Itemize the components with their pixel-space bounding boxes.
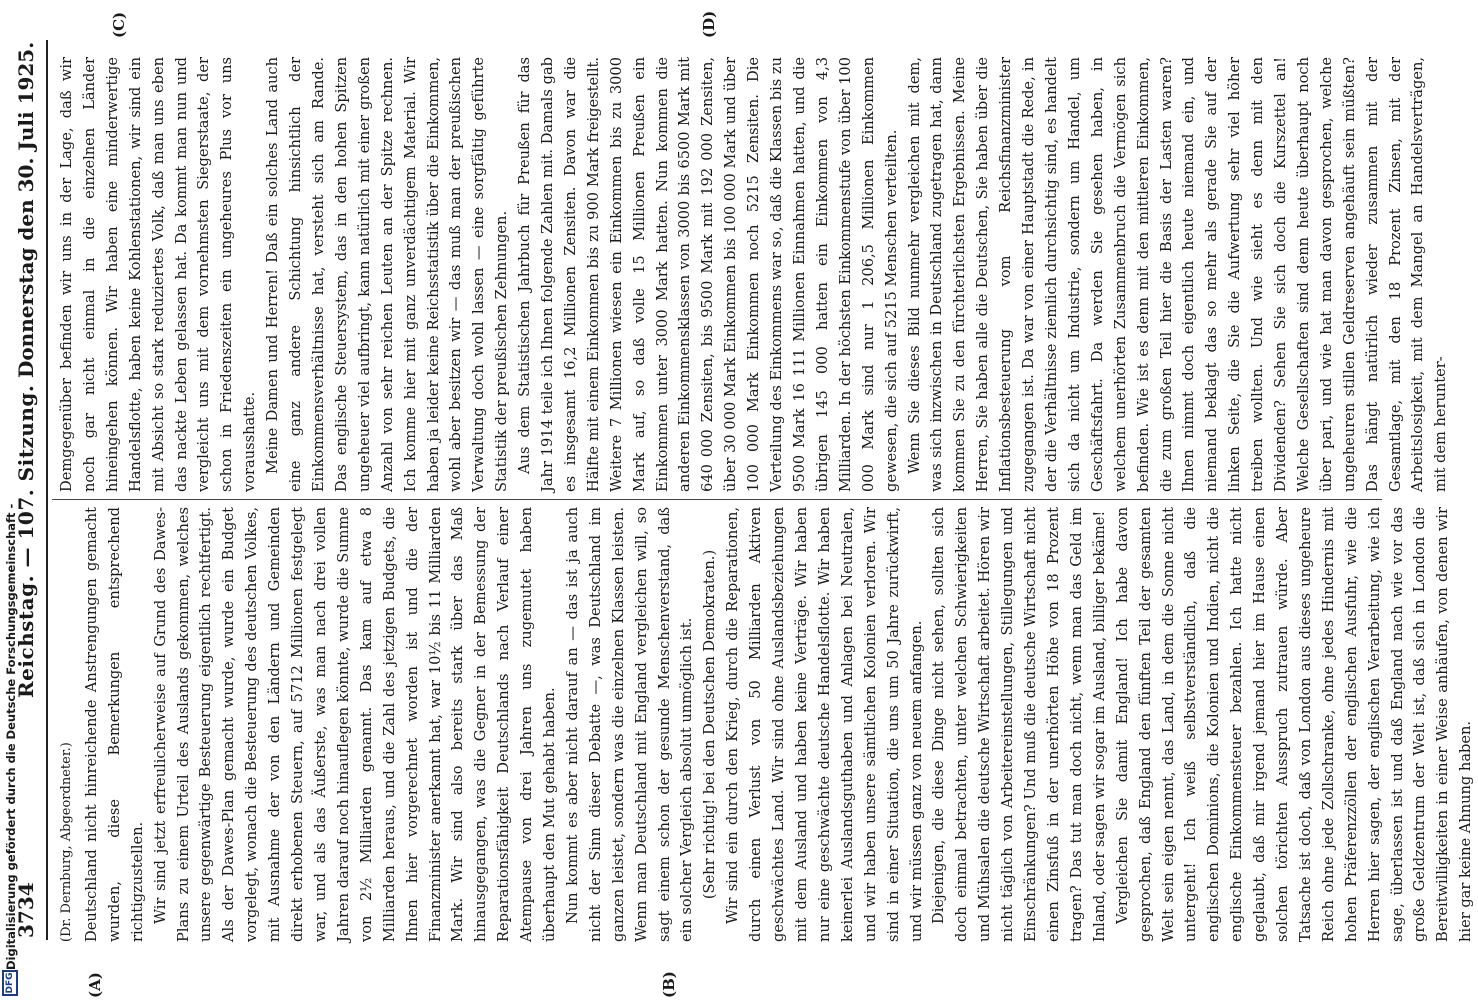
paragraph: Aus dem Statistischen Jahrbuch für Preußen für das Jahr 1914 teile ich Ihnen folgende Zahlen mit. Damals gab es insgesamt 16,2 Millionen Zensiten. Davon war die Hälfte mit einem Einkommen bis zu 900 Mark freigestellt. Weitere 7 Millionen wiesen ein Einkommen bis zu 3000 Mark auf, so daß volle 15 Millionen Preußen ein Einkommen unter 3000 Mark hatten. Nun kommen die anderen Einkommensklassen von 3000 bis 6500 Mark mit 640 000 Zensiten, bis 9500 Mark mit 192 000 Zensiten, über 30 000 Mark Einkommen bis 100 000 Mark und über 100 000 Mark Einkommen noch 5215 Zensiten. Die Verteilung des Einkommens war so, daß die Klassen bis zu 9500 Mark 16 111 Millionen Einnahmen hatten, und die übrigen 145 000 hatten ein Einkommen von 4,3 Milliarden. In der höchsten Einkommenstufe von über 100 000 Mark sind nur 1 206,5 Millionen Einkommen gewesen, die sich auf 5215 Menschen verteilten.	[516, 57, 900, 492]
paragraph: Deutschland nicht hinreichende Anstrengungen gemacht wurden, diese Bemerkungen entsprechend richtigzustellen.	[82, 507, 146, 942]
margin-mark-a: (A)	[86, 972, 104, 998]
digitization-credit: Digitalisierung gefördert durch die Deutsche Forschungsgemeinschaft -	[4, 503, 18, 970]
page-title: Reichstag. — 107. Sitzung.	[14, 384, 38, 698]
margin-mark-d: (D)	[700, 10, 718, 38]
paragraph: Vergleichen Sie damit England! Ich habe davon gesprochen, daß England den fünften Teil der gesamten Welt sein eigen nennt, das Land, in dem die Sonne nicht untergeht! Ich weiß selbstverständlich, daß die englischen Dominions, die Kolonien und Indien, nicht die englische Einkommensteuer bezahlen. Ich hatte nicht geglaubt, daß mir irgend jemand hier im Hause einen solchen törichten Ausspruch zutrauen würde. Aber Tatsache ist doch, daß von London aus dieses ungeheure Reich ohne jede Zollschranke, ohne jedes Hindernis mit hohen Präferenzzöllen der englischen Ausfuhr, wie die Herren hier sagen, der englischen Verarbeitung, wie ich sage, überlassen ist und daß England nach wie vor das große Geldzentrum der Welt ist, daß sich in London die Bereitwilligkeiten in einer Weise anhäufen, von denen wir hier gar keine Ahnung haben.	[1113, 507, 1475, 942]
margin-mark-b: (B)	[660, 971, 678, 998]
paragraph: Wenn Sie dieses Bild nunmehr vergleichen mit dem, was sich inzwischen in Deutschland zugetragen hat, dann kommen Sie zu den fürchterlichsten Ergebnissen. Meine Herren, Sie haben alle die Deutschen, Sie haben über die Inflationsbesteuerung vom Reichsfinanzminister zugegangen ist. Da war von einer Hauptstadt die Rede, in der die Verhältnisse ziemlich durchsichtig sind, es handelt sich da nicht um Industrie, sondern um Handel, um Geschäftsfahrt. Da werden Sie gesehen haben, in welchem unerhörten Zusammenbruch die Vermögen sich befinden. Wie ist es denn mit den mittleren Einkommen, die zum großen Teil hier die Basis der Lasten waren? Ihnen nimmt doch eigentlich heute niemand ein, und niemand beklagt das so mehr als gerade Sie auf der linken Seite, die Sie die Aufwertung sehr viel höher treiben wollten. Und wie sieht es denn mit den Dividenden? Sehen Sie sich doch die Kurszettel an! Welche Gesellschaften sind denn heute überhaupt noch über pari, und wie hat man davon gesprochen, welche ungeheuren stillen Geldreserven angehäuft sein müßten? Das hängt natürlich wieder zusammen mit der Gesamtlage, mit den 18 Prozent Zinsen, mit der Arbeitslosigkeit, mit dem Mangel an Handelsverträgen, mit dem herunter-	[905, 57, 1450, 492]
paragraph: Wir sind jetzt erfreulicherweise auf Grund des Dawes-Plans zu einem Urteil des Auslands gekommen, welches unsere gegenwärtige Besteuerung eigentlich rechtfertigt. Als der Dawes-Plan gemacht wurde, wurde ein Budget vorgelegt, wonach die Besteuerung des deutschen Volkes, mit Ausnahme der von den Ländern und Gemeinden direkt erhobenen Steuern, auf 5712 Millionen festgelegt war, und als das Äußerste, was man nach drei vollen Jahren darauf noch hinauflegen könnte, wurde die Summe von 2½ Milliarden genannt. Das kam auf etwa 8 Milliarden heraus, und die Zahl des jetzigen Budgets, die Ihnen hier vorgerechnet worden ist und die der Finanzminister anerkannt hat, war 10½ bis 11 Milliarden Mark. Wir sind also bereits stark über das Maß hinausgegangen, was die Gegner in der Bemessung der Reparationsfähigkeit Deutschlands nach Verlauf einer Atempause von drei Jahren uns zugemutet haben überhaupt den Mut gehabt haben.	[151, 507, 559, 942]
page-number: 3734	[14, 882, 38, 938]
page-date: Donnerstag den 30. Juli 1925.	[14, 41, 38, 378]
interjection: (Sehr richtig! bei den Deutschen Demokraten.)	[701, 549, 719, 900]
paragraph: Nun kommt es aber nicht darauf an — das ist ja auch nicht der Sinn dieser Debatte —, was Deutschland im ganzen leistet, sondern was die einzelnen Klassen leisten. Wenn man Deutschland mit England vergleichen will, so sagt einem schon der gesunde Menschenverstand, daß ein solcher Vergleich absolut unmöglich ist.	[563, 507, 696, 942]
paragraph: Demgegenüber befinden wir uns in der Lage, daß wir noch gar nicht einmal in die einzelnen Länder hineingehen können. Wir haben eine minderwertige Handelsflotte, haben keine Kohlenstationen, wir sind ein mit Absicht so stark reduziertes Volk, daß man uns eben das nackte Leben gelassen hat. Da kommt man nun und vergleicht uns mit dem vornehmsten Siegerstaate, der schon in Friedenszeiten ein ungeheures Plus vor uns vorausshatte.	[58, 57, 259, 492]
margin-mark-c: (C)	[110, 11, 128, 38]
paragraph: Wir sind ein durch den Krieg, durch die Reparationen, durch einen Verlust von 50 Milliarden Aktiven geschwächtes Land. Wir sind ohne Auslandsbeziehungen mit dem Ausland und haben keine Verträge. Wir haben nur eine geschwächte deutsche Handelsflotte. Wir haben keinerlei Auslandsguthaben und Anlagen bei Neutralen, und wir haben unsere sämtlichen Kolonien verloren. Wir sind in einer Situation, die uns um 50 Jahre zurückwirft, und wir müssen ganz von neuem anfangen.	[724, 507, 925, 942]
paragraph: Diejenigen, die diese Dinge nicht sehen, sollten sich doch einmal betrachten, unter welchen Schwierigkeiten und Mühsalen die deutsche Wirtschaft arbeitet. Hören wir nicht täglich von Arbeitereinstellungen, Stillegungen und Einschränkungen? Und muß die deutsche Wirtschaft nicht einen Zinsfuß in der unerhörten Höhe von 18 Prozent tragen? Das tut man doch nicht, wenn man das Geld im Inland, oder sagen wir sogar im Ausland, billiger bekäme!	[930, 507, 1108, 942]
dfg-logo: DFG	[2, 970, 18, 996]
paragraph: Meine Damen und Herren! Daß ein solches Land auch eine ganz andere Schichtung hinsichtlich der Einkommensverhältnisse hat, versteht sich am Rande. Das englische Steuersystem, das in den hohen Spitzen ungeheuer viel aufbringt, kann natürlich mit einer großen Anzahl von sehr reichen Leuten an der Spitze rechnen. Ich komme hier mit ganz unverdächtigem Material. Wir haben ja leider keine Reichsstatistik über die Einkommen, wohl aber besitzen wir — das muß man der preußischen Verwaltung doch wohl lassen — eine sorgfältig geführte Statistik der preußischen Zehnungen.	[264, 57, 511, 492]
speaker-note: (Dr. Dernburg, Abgeordneter.)	[59, 742, 74, 942]
